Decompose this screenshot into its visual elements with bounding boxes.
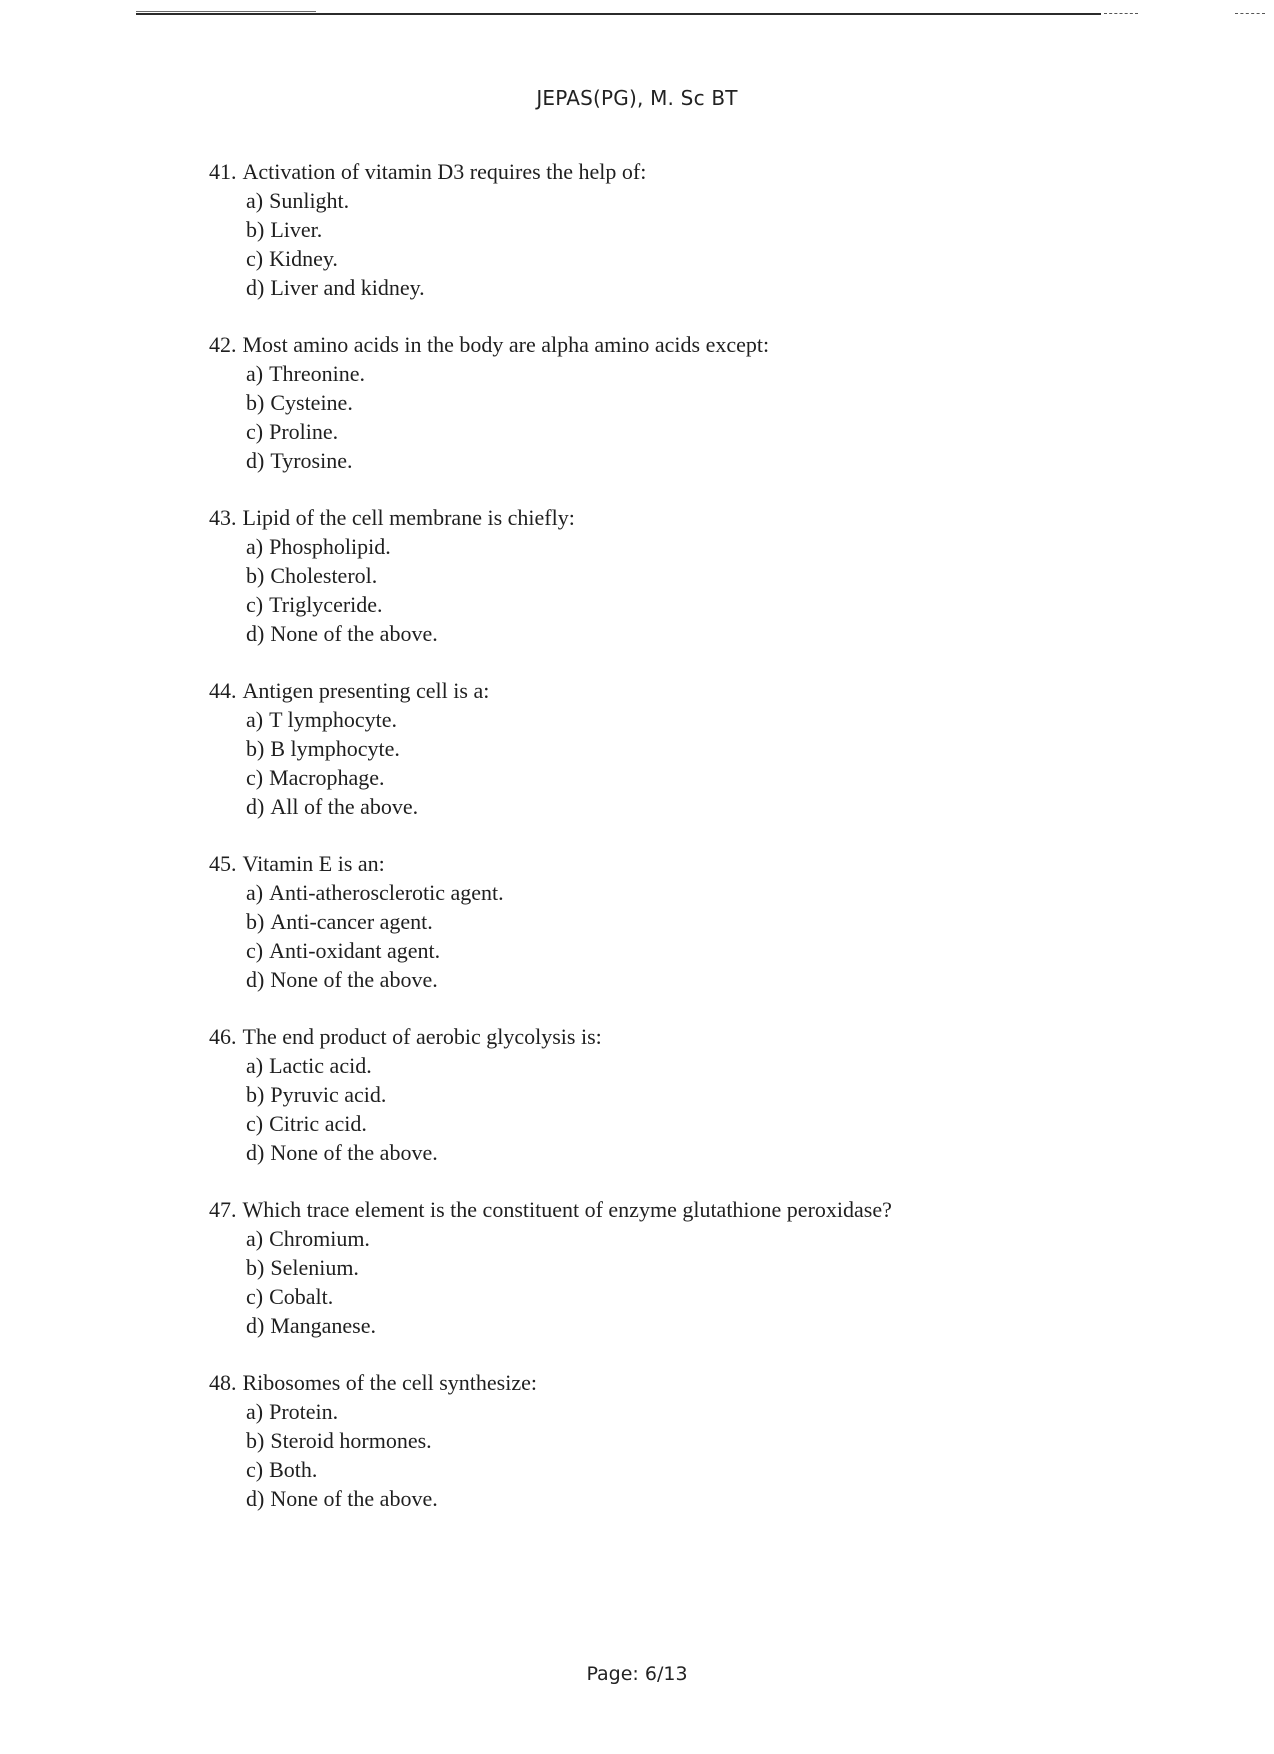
question-stem [209, 158, 1109, 186]
option-letter: a) [246, 534, 264, 559]
option-text: Lactic acid. [269, 1053, 372, 1078]
option-letter: a) [246, 1399, 264, 1424]
answer-option [246, 244, 1109, 273]
question-number: 47. [209, 1197, 237, 1222]
answer-option [246, 388, 1109, 417]
option-text: None of the above. [270, 621, 438, 646]
option-letter: a) [246, 1226, 264, 1251]
option-text: Macrophage. [269, 765, 385, 790]
option-text: Anti-oxidant agent. [269, 938, 441, 963]
option-letter: b) [246, 390, 265, 415]
question-item [209, 677, 1109, 821]
answer-option [246, 1311, 1109, 1340]
option-text: Cobalt. [269, 1284, 334, 1309]
option-text: All of the above. [270, 794, 419, 819]
question-item [209, 1023, 1109, 1167]
top-rule-dash [1104, 13, 1138, 14]
option-letter: d) [246, 1313, 265, 1338]
option-text: None of the above. [270, 1140, 438, 1165]
option-letter: b) [246, 217, 265, 242]
question-text: Antigen presenting cell is a: [242, 678, 490, 703]
option-text: Threonine. [269, 361, 365, 386]
option-text: Steroid hormones. [270, 1428, 432, 1453]
option-list [209, 878, 1109, 994]
question-stem [209, 1023, 1109, 1051]
option-text: None of the above. [270, 1486, 438, 1511]
option-text: Both. [269, 1457, 318, 1482]
answer-option [246, 446, 1109, 475]
option-letter: c) [246, 765, 264, 790]
option-letter: c) [246, 419, 264, 444]
question-item [209, 331, 1109, 475]
question-stem [209, 677, 1109, 705]
option-letter: c) [246, 938, 264, 963]
question-stem [209, 850, 1109, 878]
question-number: 46. [209, 1024, 237, 1049]
question-text: Which trace element is the constituent of enzyme glutathione peroxidase? [242, 1197, 892, 1222]
option-text: Kidney. [269, 246, 338, 271]
answer-option [246, 619, 1109, 648]
answer-option [246, 1138, 1109, 1167]
answer-option [246, 561, 1109, 590]
question-stem [209, 1196, 1109, 1224]
option-letter: c) [246, 592, 264, 617]
option-list [209, 186, 1109, 302]
answer-option [246, 734, 1109, 763]
answer-option [246, 1426, 1109, 1455]
question-text: Ribosomes of the cell synthesize: [242, 1370, 537, 1395]
option-list [209, 1051, 1109, 1167]
option-text: Tyrosine. [270, 448, 353, 473]
option-text: Proline. [269, 419, 339, 444]
question-text: The end product of aerobic glycolysis is: [242, 1024, 602, 1049]
option-letter: a) [246, 707, 264, 732]
option-letter: c) [246, 1111, 264, 1136]
option-letter: a) [246, 188, 264, 213]
answer-option [246, 763, 1109, 792]
option-letter: b) [246, 909, 265, 934]
answer-option [246, 1224, 1109, 1253]
question-stem [209, 1369, 1109, 1397]
option-letter: b) [246, 1082, 265, 1107]
option-text: Liver. [270, 217, 323, 242]
option-text: Sunlight. [269, 188, 350, 213]
answer-option [246, 186, 1109, 215]
answer-option [246, 705, 1109, 734]
answer-option [246, 1253, 1109, 1282]
answer-option [246, 965, 1109, 994]
question-text: Lipid of the cell membrane is chiefly: [242, 505, 575, 530]
answer-option [246, 936, 1109, 965]
question-item [209, 850, 1109, 994]
question-text: Most amino acids in the body are alpha amino acids except: [242, 332, 770, 357]
option-text: Manganese. [270, 1313, 377, 1338]
option-text: B lymphocyte. [270, 736, 400, 761]
option-list [209, 359, 1109, 475]
option-letter: a) [246, 1053, 264, 1078]
answer-option [246, 1051, 1109, 1080]
option-letter: b) [246, 1428, 265, 1453]
option-letter: d) [246, 967, 265, 992]
answer-option [246, 590, 1109, 619]
answer-option [246, 878, 1109, 907]
question-item [209, 1196, 1109, 1340]
option-text: Chromium. [269, 1226, 370, 1251]
question-item [209, 158, 1109, 302]
top-rule [136, 13, 1101, 15]
option-letter: c) [246, 1284, 264, 1309]
question-item [209, 504, 1109, 648]
page-number: Page: 6/13 [586, 1663, 688, 1685]
option-list [209, 532, 1109, 648]
answer-option [246, 1080, 1109, 1109]
option-letter: d) [246, 621, 265, 646]
option-text: Pyruvic acid. [270, 1082, 387, 1107]
answer-option [246, 1455, 1109, 1484]
option-letter: c) [246, 246, 264, 271]
option-text: Protein. [269, 1399, 339, 1424]
answer-option [246, 792, 1109, 821]
answer-option [246, 1282, 1109, 1311]
question-number: 48. [209, 1370, 237, 1395]
question-number: 45. [209, 851, 237, 876]
option-list [209, 1397, 1109, 1513]
question-number: 42. [209, 332, 237, 357]
question-stem [209, 331, 1109, 359]
question-item [209, 1369, 1109, 1513]
option-letter: c) [246, 1457, 264, 1482]
option-letter: d) [246, 1140, 265, 1165]
option-text: T lymphocyte. [269, 707, 398, 732]
answer-option [246, 532, 1109, 561]
option-letter: b) [246, 563, 265, 588]
option-text: Anti-atherosclerotic agent. [269, 880, 504, 905]
option-text: None of the above. [270, 967, 438, 992]
question-number: 44. [209, 678, 237, 703]
option-list [209, 1224, 1109, 1340]
option-letter: a) [246, 880, 264, 905]
option-text: Anti-cancer agent. [270, 909, 433, 934]
top-rule-overlap [136, 11, 316, 12]
option-letter: b) [246, 736, 265, 761]
option-text: Triglyceride. [269, 592, 383, 617]
option-text: Citric acid. [269, 1111, 367, 1136]
option-letter: d) [246, 1486, 265, 1511]
answer-option [246, 417, 1109, 446]
option-letter: d) [246, 448, 265, 473]
option-letter: d) [246, 794, 265, 819]
option-letter: a) [246, 361, 264, 386]
question-stem [209, 504, 1109, 532]
option-text: Phospholipid. [269, 534, 391, 559]
answer-option [246, 359, 1109, 388]
option-text: Cholesterol. [270, 563, 378, 588]
answer-option [246, 215, 1109, 244]
answer-option [246, 1484, 1109, 1513]
option-text: Selenium. [270, 1255, 359, 1280]
question-number: 43. [209, 505, 237, 530]
answer-option [246, 907, 1109, 936]
question-number: 41. [209, 159, 237, 184]
option-list [209, 705, 1109, 821]
page-header: JEPAS(PG), M. Sc BT [536, 86, 738, 110]
answer-option [246, 273, 1109, 302]
answer-option [246, 1397, 1109, 1426]
question-text: Vitamin E is an: [242, 851, 385, 876]
question-text: Activation of vitamin D3 requires the help of: [242, 159, 647, 184]
option-text: Liver and kidney. [270, 275, 425, 300]
question-list [209, 158, 1109, 1542]
option-text: Cysteine. [270, 390, 353, 415]
option-letter: d) [246, 275, 265, 300]
option-letter: b) [246, 1255, 265, 1280]
answer-option [246, 1109, 1109, 1138]
top-rule-dash [1235, 13, 1265, 14]
